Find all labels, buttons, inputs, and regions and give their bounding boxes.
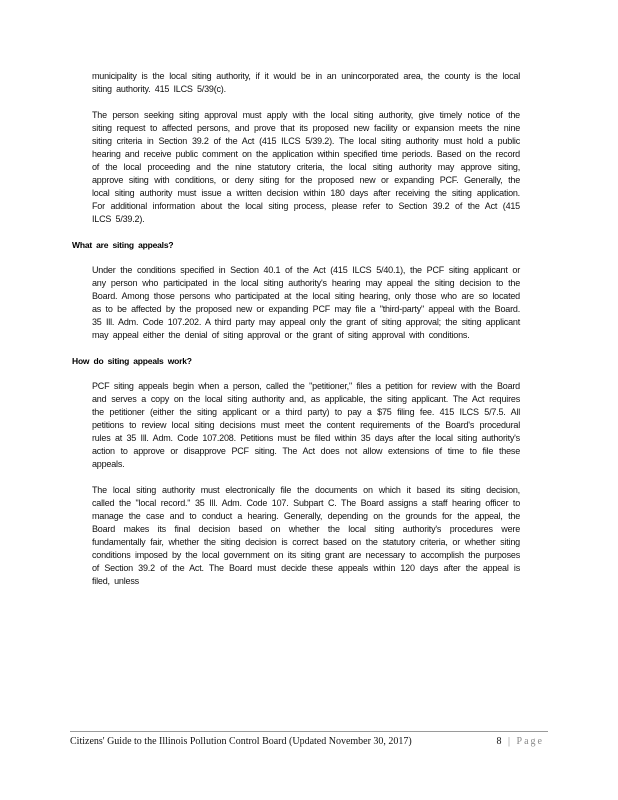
page-footer bbox=[70, 736, 548, 750]
paragraph-local-siting-authority: municipality is the local siting authority, if it would be in an unincorporated area, the county is the local siting authority. 415 ILCS 5/39(c). bbox=[92, 71, 520, 94]
footer-divider bbox=[70, 731, 548, 732]
paragraph-appeal-conditions: Under the conditions specified in Section 40.1 of the Act (415 ILCS 5/40.1), the PCF siting applicant or any person who participated in the local siting authority's hearing may appeal the siting decision to the Board. Among those persons who participated at the local siting hearing, only those who are so located as to be affected by the proposed new or expanding PCF may file a "third-party" appeal with the Board. 35 Ill. Adm. Code 107.202. A third party may appeal only the grant of siting approval; the siting applicant may appeal either the denial of siting approval or the grant of siting approval with conditions. bbox=[92, 265, 520, 340]
section-heading-how-appeals-work: How do siting appeals work? bbox=[72, 356, 192, 366]
paragraph-local-record: The local siting authority must electronically file the documents on which it based its siting decision, called the "local record." 35 Ill. Adm. Code 107. Subpart C. The Board assigns a staff hearing officer to manage the case and to conduct a hearing. Generally, depending on the grounds for the appeal, the Board makes its final decision based on whether the local siting authority's procedures were fundamentally fair, whether the siting decision is correct based on the statutory criteria, or whether siting conditions imposed by the local government on its siting grant are necessary to accomplish the purposes of Section 39.2 of the Act. The Board must decide these appeals within 120 days after the appeal is filed, unless bbox=[92, 485, 520, 586]
page-body bbox=[72, 70, 520, 601]
paragraph-siting-approval-process: The person seeking siting approval must apply with the local siting authority, give timely notice of the siting request to affected persons, and prove that its proposed new facility or expansion meets the nine siting criteria in Section 39.2 of the Act (415 ILCS 5/39.2). The local siting authority must hold a public hearing and receive public comment on the application within specified time periods. Based on the record of the local proceeding and the nine statutory criteria, the local siting authority may approve siting, approve siting with conditions, or deny siting for the proposed new or expanding PCF. Generally, the local siting authority must issue a written decision within 180 days after receiving the siting application. For additional information about the local siting process, please refer to Section 39.2 of the Act (415 ILCS 5/39.2). bbox=[92, 110, 520, 224]
page-label: Page bbox=[516, 736, 544, 747]
footer-separator: | bbox=[508, 736, 511, 747]
section-heading-siting-appeals: What are siting appeals? bbox=[72, 240, 174, 250]
page-number: 8 bbox=[496, 736, 502, 747]
footer-page-indicator bbox=[497, 736, 544, 747]
footer-title: Citizens' Guide to the Illinois Pollution Control Board (Updated November 30, 2017) bbox=[70, 736, 412, 747]
paragraph-petition-process: PCF siting appeals begin when a person, called the "petitioner," files a petition for review with the Board and serves a copy on the local siting authority and, as applicable, the siting applicant. The Act requires the petitioner (either the siting applicant or a third party) to pay a $75 filing fee. 415 ILCS 5/7.5. All petitions to review local siting decisions must meet the content requirements of the Board's procedural rules at 35 Ill. Adm. Code 107.208. Petitions must be filed within 35 days after the local siting authority's action to approve or disapprove PCF siting. The Act does not allow extensions of time to file these appeals. bbox=[92, 381, 520, 469]
